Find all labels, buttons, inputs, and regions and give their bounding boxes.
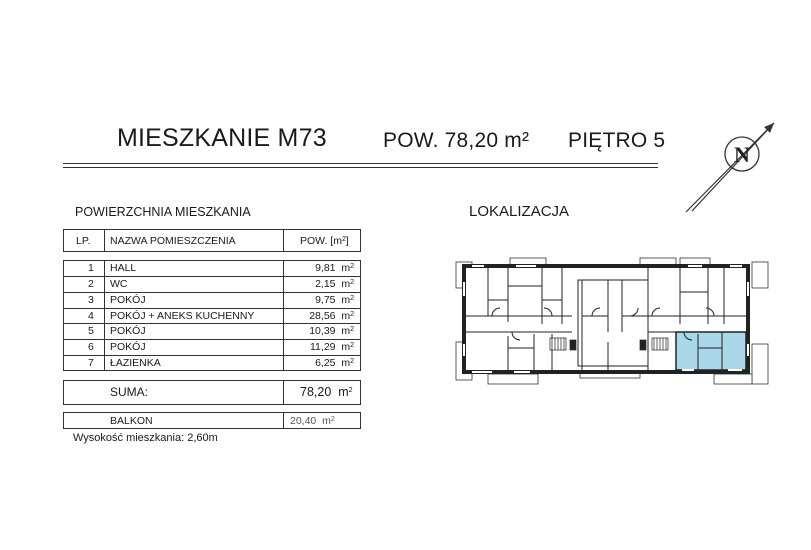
room-name: WC	[110, 277, 128, 290]
room-name: POKÓJ	[110, 325, 146, 338]
room-area: 9,81 $m^2$	[315, 262, 354, 274]
room-row	[64, 340, 360, 356]
room-row	[64, 277, 360, 293]
room-number: 4	[88, 309, 94, 322]
room-number: 6	[88, 341, 94, 354]
location-title: LOKALIZACJA	[469, 203, 570, 220]
rooms-table-header	[63, 229, 361, 252]
room-row	[64, 356, 360, 372]
apartment-floor: PIĘTRO 5	[568, 129, 666, 152]
rooms-table-body	[63, 260, 361, 371]
room-row	[64, 324, 360, 340]
apartment-title: MIESZKANIE M73	[117, 124, 327, 152]
sum-label: SUMA:	[110, 385, 149, 399]
room-area: 28,56 $m^2$	[309, 309, 354, 322]
room-number: 2	[88, 277, 94, 290]
rooms-section-title: POWIERZCHNIA MIESZKANIA	[75, 205, 251, 219]
floor-plan-location-map	[452, 252, 772, 390]
room-area: 6,25 $m^2$	[315, 357, 354, 370]
header-rule-bottom	[63, 167, 658, 168]
room-area: 11,29 $m^2$	[310, 341, 354, 354]
col-area-header: POW. $[m^2]$	[300, 235, 349, 247]
room-name: HALL	[110, 262, 137, 274]
sum-value: 78,20 $m^2$	[300, 385, 353, 399]
room-name: ŁAZIENKA	[110, 357, 161, 370]
room-number: 1	[88, 262, 94, 274]
col-no-header: LP.	[76, 235, 91, 247]
room-name: POKÓJ	[110, 293, 146, 306]
room-row	[64, 261, 360, 277]
col-name-header: NAZWA POMIESZCZENIA	[110, 235, 236, 247]
room-row	[64, 309, 360, 325]
room-number: 3	[88, 293, 94, 306]
room-name: POKÓJ	[110, 341, 146, 354]
balcony-label: BALKON	[110, 415, 153, 427]
room-number: 7	[88, 357, 94, 370]
room-area: 10,39 $m^2$	[309, 325, 354, 338]
room-number: 5	[88, 325, 94, 338]
room-area: 2,15 $m^2$	[315, 277, 354, 290]
north-compass-icon	[678, 118, 782, 218]
balcony-value: 20,40 $m^2$	[290, 415, 335, 427]
header-rule-top	[63, 163, 658, 164]
room-area: 9,75 $m^2$	[315, 293, 354, 306]
apartment-area: POW. 78,20 m²	[383, 129, 530, 152]
room-name: POKÓJ + ANEKS KUCHENNY	[110, 309, 255, 322]
apartment-height-note: Wysokość mieszkania: 2,60m	[73, 432, 218, 444]
room-row	[64, 293, 360, 309]
sum-row	[63, 380, 361, 405]
compass-letter: N	[734, 142, 750, 167]
balcony-row	[63, 412, 361, 429]
